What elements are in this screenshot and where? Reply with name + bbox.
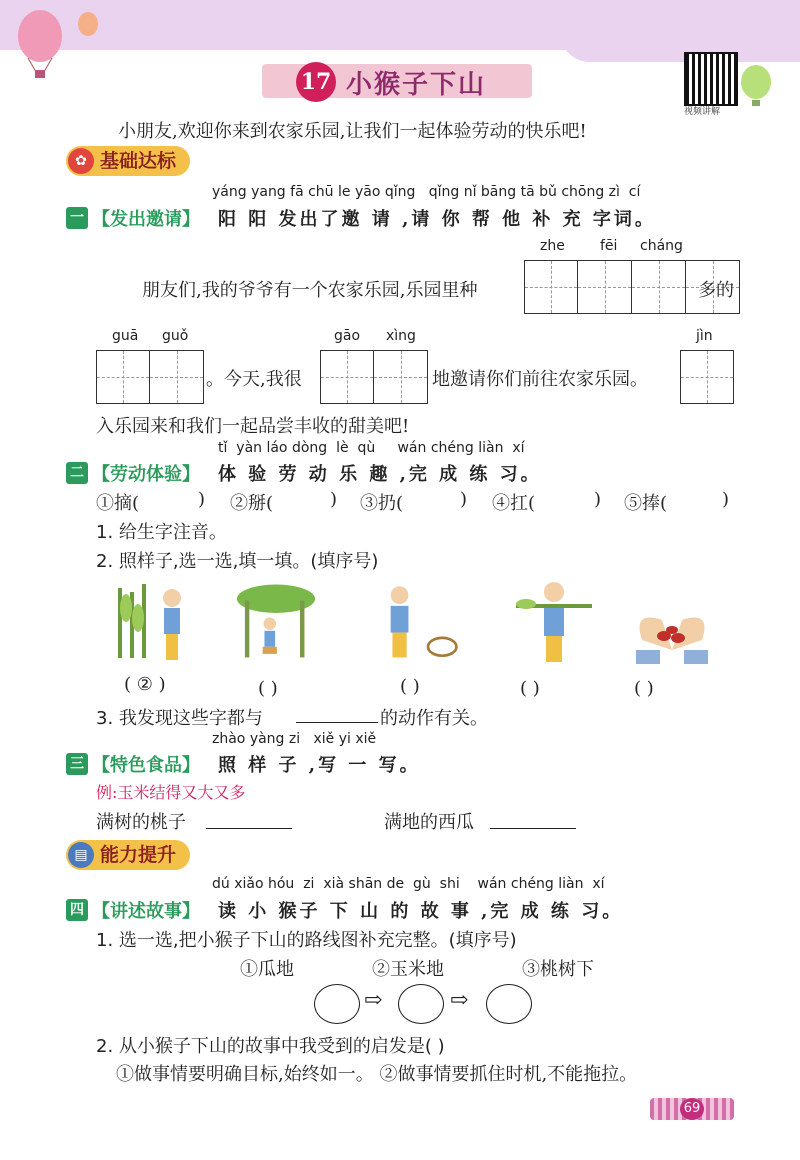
option-3: ③桃树下 xyxy=(522,959,594,980)
option-1: ①瓜地 xyxy=(240,959,294,980)
section2-pinyin: tǐ yàn láo dòng lè qù wán chéng liàn xí xyxy=(218,440,525,456)
route-circle-1[interactable] xyxy=(314,984,360,1024)
badge-advance: 能力提升 xyxy=(66,840,190,870)
section2-q1: 1. 给生字注音。 xyxy=(96,522,227,543)
char-2: ②掰( xyxy=(230,493,274,514)
answer-1[interactable]: ( ② ) xyxy=(124,674,166,695)
route-circle-3[interactable] xyxy=(486,984,532,1024)
section1-instruction: 阳 阳 发出了邀 请 ,请 你 帮 他 补 充 字词。 xyxy=(218,209,656,230)
answer-3[interactable]: ( ) xyxy=(400,676,420,697)
section1-number: 一 xyxy=(66,207,88,229)
invite-line2b: 地邀请你们前往农家乐园。 xyxy=(432,369,648,390)
section4-choices: ①做事情要明确目标,始终如一。 ②做事情要抓住时机,不能拖拉。 xyxy=(116,1064,638,1085)
invite-line1-end: 多的 xyxy=(698,280,734,301)
lesson-title: 小猴子下山 xyxy=(346,70,487,100)
section3-instruction: 照 样 子 ,写 一 写。 xyxy=(218,755,421,776)
section4-q1: 1. 选一选,把小猴子下山的路线图补充完整。(填序号) xyxy=(96,930,517,951)
page-number: 69 xyxy=(680,1098,704,1120)
char-5: ⑤捧( xyxy=(624,493,668,514)
item-peaches: 满树的桃子 xyxy=(96,812,186,833)
medal-icon: ✿ xyxy=(68,148,94,174)
section3-number: 三 xyxy=(66,753,88,775)
route-circle-2[interactable] xyxy=(398,984,444,1024)
char-2-close: ) xyxy=(330,489,338,510)
answer-2[interactable]: ( ) xyxy=(258,678,278,699)
answer-5[interactable]: ( ) xyxy=(634,678,654,699)
section2-q2: 2. 照样子,选一选,填一填。(填序号) xyxy=(96,551,379,572)
char-3-close: ) xyxy=(460,489,468,510)
blank-q3[interactable] xyxy=(296,704,378,723)
pinyin-jin: jìn xyxy=(696,328,713,344)
corn-picking-illustration xyxy=(112,578,192,664)
blank-watermelons[interactable] xyxy=(490,810,576,829)
pinyin-xing: xìng xyxy=(386,328,416,344)
tianzi-grid-4[interactable] xyxy=(680,350,734,404)
option-2: ②玉米地 xyxy=(372,959,444,980)
peach-tree-illustration xyxy=(236,578,316,664)
answer-4[interactable]: ( ) xyxy=(520,678,540,699)
qr-caption: 视频讲解 xyxy=(684,107,721,117)
section2-instruction: 体 验 劳 动 乐 趣 ,完 成 练 习。 xyxy=(218,464,542,485)
section4-instruction: 读 小 猴子 下 山 的 故 事 ,完 成 练 习。 xyxy=(218,901,624,922)
invite-line3: 入乐园来和我们一起品尝丰收的甜美吧! xyxy=(96,416,410,437)
char-5-close: ) xyxy=(722,489,730,510)
pinyin-gua: guā xyxy=(112,328,139,344)
section3-pinyin: zhào yàng zi xiě yi xiě xyxy=(212,731,377,747)
tianzi-grid-3[interactable] xyxy=(320,350,428,404)
section3-tag: 【特色食品】 xyxy=(92,755,200,776)
pinyin-fei: fēi xyxy=(600,238,618,254)
pinyin-zhe: zhe xyxy=(540,238,565,254)
lesson-number: 17 xyxy=(296,62,336,102)
book-icon: ▤ xyxy=(68,842,94,868)
qr-code-icon[interactable] xyxy=(684,52,738,106)
section4-pinyin: dú xiǎo hóu zi xià shān de gù shi wán chéng liàn xí xyxy=(212,876,605,892)
pinyin-guo: guǒ xyxy=(162,328,189,344)
section4-tag: 【讲述故事】 xyxy=(92,901,200,922)
section1-tag: 【发出邀请】 xyxy=(92,209,200,230)
example-line: 例:玉米结得又大又多 xyxy=(96,783,246,802)
header-band-right xyxy=(560,0,800,62)
pinyin-gao: gāo xyxy=(334,328,361,344)
arrow-right-icon: ⇨ xyxy=(364,988,383,1013)
invite-line2a: 。今天,我很 xyxy=(206,369,302,390)
intro-text: 小朋友,欢迎你来到农家乐园,让我们一起体验劳动的快乐吧! xyxy=(118,121,587,142)
section1-pinyin: yáng yang fā chū le yāo qǐng qǐng nǐ bāng tā bǔ chōng zì cí xyxy=(212,184,641,200)
arrow-right-icon: ⇨ xyxy=(450,988,469,1013)
char-4-close: ) xyxy=(594,489,602,510)
char-4: ④扛( xyxy=(492,493,536,514)
blank-peaches[interactable] xyxy=(206,810,292,829)
badge-basic: 基础达标 xyxy=(66,146,190,176)
section2-q3a: 3. 我发现这些字都与 xyxy=(96,708,263,729)
pinyin-chang: cháng xyxy=(640,238,683,254)
balloon-icon-right xyxy=(736,64,776,114)
section4-number: 四 xyxy=(66,899,88,921)
throwing-illustration xyxy=(380,578,460,664)
item-watermelons: 满地的西瓜 xyxy=(384,812,474,833)
section2-number: 二 xyxy=(66,462,88,484)
carrying-illustration xyxy=(514,578,594,664)
section2-q3b: 的动作有关。 xyxy=(380,708,488,729)
holding-dates-illustration xyxy=(632,592,712,678)
char-1-close: ) xyxy=(198,489,206,510)
section2-tag: 【劳动体验】 xyxy=(92,464,200,485)
balloon-icon xyxy=(10,6,110,86)
tianzi-grid-2[interactable] xyxy=(96,350,204,404)
char-1: ①摘( xyxy=(96,493,140,514)
char-3: ③扔( xyxy=(360,493,404,514)
invite-line1: 朋友们,我的爷爷有一个农家乐园,乐园里种 xyxy=(142,280,478,301)
section4-q2: 2. 从小猴子下山的故事中我受到的启发是( ) xyxy=(96,1036,445,1057)
